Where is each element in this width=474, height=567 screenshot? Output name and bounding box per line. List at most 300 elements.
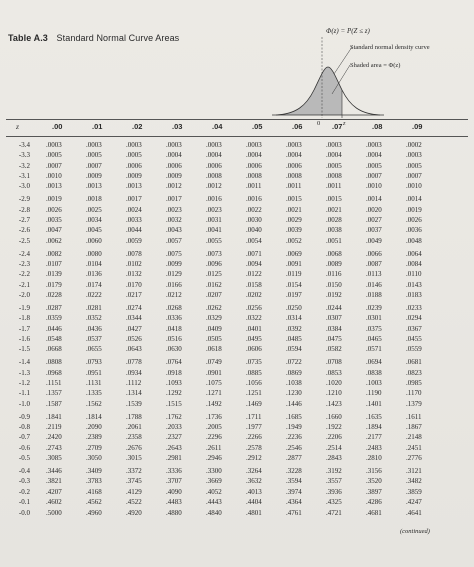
probability-cell: .0032 (166, 216, 182, 225)
probability-cell: .1611 (406, 412, 422, 421)
probability-cell: .1736 (206, 412, 222, 421)
probability-cell: .0007 (86, 161, 102, 170)
probability-cell: .4325 (326, 498, 342, 507)
probability-cell: .0084 (406, 260, 422, 269)
probability-cell: .0681 (406, 358, 422, 367)
table-row (0, 225, 474, 235)
column-header-d06: .06 (292, 122, 303, 131)
table-row (0, 344, 474, 354)
table-row (0, 249, 474, 259)
probability-cell: .3015 (126, 454, 142, 463)
probability-cell: .4681 (366, 508, 382, 517)
probability-cell: .0885 (246, 368, 262, 377)
table-row (0, 487, 474, 497)
probability-cell: .4483 (166, 498, 182, 507)
probability-cell: .3446 (46, 467, 62, 476)
probability-cell: .0294 (406, 314, 422, 323)
z-value-cell: -3.4 (18, 141, 30, 149)
probability-cell: .0023 (166, 205, 182, 214)
probability-cell: .0154 (286, 280, 302, 289)
probability-cell: .0017 (166, 195, 182, 204)
probability-cell: .0207 (206, 291, 222, 300)
probability-cell: .0013 (86, 182, 102, 191)
normal-curve-graphic (262, 22, 474, 132)
probability-cell: .2358 (126, 433, 142, 442)
probability-cell: .0021 (326, 205, 342, 214)
z-value-cell: -1.3 (18, 368, 30, 377)
probability-cell: .4641 (406, 508, 422, 517)
shaded-label: Shaded area = Φ(z) (350, 62, 401, 69)
density-label: Standard normal density curve (350, 44, 430, 51)
probability-cell: .3300 (206, 467, 222, 476)
probability-cell: .0455 (406, 335, 422, 344)
probability-cell: .1056 (246, 379, 262, 388)
probability-cell: .0708 (326, 358, 342, 367)
probability-cell: .0082 (46, 249, 62, 258)
column-header-d07: .07 (332, 122, 343, 131)
probability-cell: .2912 (246, 454, 262, 463)
probability-cell: .4443 (206, 498, 222, 507)
probability-cell: .0035 (46, 216, 62, 225)
probability-cell: .3897 (366, 487, 382, 496)
z-value-cell: -0.4 (18, 467, 30, 476)
probability-cell: .3156 (366, 467, 382, 476)
probability-cell: .0029 (286, 216, 302, 225)
probability-cell: .0007 (46, 161, 62, 170)
probability-cell: .0009 (166, 172, 182, 181)
probability-cell: .0005 (126, 151, 142, 160)
probability-cell: .0143 (406, 280, 422, 289)
probability-cell: .0031 (206, 216, 222, 225)
probability-cell: .1131 (86, 379, 102, 388)
probability-cell: .0808 (46, 358, 62, 367)
probability-cell: .0559 (406, 345, 422, 354)
probability-cell: .4960 (86, 508, 102, 517)
probability-cell: .0014 (406, 195, 422, 204)
z-value-cell: -1.8 (18, 314, 30, 323)
z-value-cell: -0.6 (18, 443, 30, 452)
probability-cell: .2676 (126, 443, 142, 452)
probability-cell: .0003 (86, 141, 102, 149)
probability-cell: .0062 (46, 236, 62, 245)
probability-cell: .0003 (206, 141, 222, 149)
table-row (0, 161, 474, 171)
probability-cell: .0087 (366, 260, 382, 269)
z-value-cell: -2.0 (18, 291, 30, 300)
table-row (0, 290, 474, 300)
probability-cell: .2389 (86, 433, 102, 442)
probability-cell: .1401 (366, 399, 382, 408)
probability-cell: .0019 (46, 195, 62, 204)
probability-cell: .3050 (86, 454, 102, 463)
probability-cell: .0322 (246, 314, 262, 323)
probability-cell: .0901 (206, 368, 222, 377)
z-value-cell: -0.2 (18, 487, 30, 496)
probability-cell: .0003 (246, 141, 262, 149)
probability-cell: .2033 (166, 423, 182, 432)
probability-cell: .0025 (86, 205, 102, 214)
probability-cell: .0089 (326, 260, 342, 269)
table-heading (8, 33, 179, 43)
z-value-cell: -3.0 (18, 182, 30, 191)
table-row (0, 280, 474, 290)
probability-cell: .0008 (206, 172, 222, 181)
probability-cell: .4602 (46, 498, 62, 507)
probability-cell: .1841 (46, 412, 62, 421)
probability-cell: .3264 (246, 467, 262, 476)
probability-cell: .4880 (166, 508, 182, 517)
probability-cell: .0446 (46, 324, 62, 333)
probability-cell: .0016 (206, 195, 222, 204)
table-row (0, 388, 474, 398)
table-row (0, 443, 474, 453)
probability-cell: .0005 (406, 161, 422, 170)
probability-cell: .0968 (46, 368, 62, 377)
probability-cell: .0722 (286, 358, 302, 367)
probability-cell: .3821 (46, 477, 62, 486)
probability-cell: .1949 (286, 423, 302, 432)
probability-cell: .0011 (246, 182, 262, 191)
probability-cell: .3336 (166, 467, 182, 476)
probability-cell: .0027 (366, 216, 382, 225)
probability-cell: .2420 (46, 433, 62, 442)
probability-cell: .0307 (326, 314, 342, 323)
probability-cell: .0028 (326, 216, 342, 225)
probability-cell: .0869 (286, 368, 302, 377)
probability-cell: .2877 (286, 454, 302, 463)
table-row (0, 194, 474, 204)
z-value-cell: -1.2 (18, 379, 30, 388)
probability-cell: .4207 (46, 487, 62, 496)
probability-cell: .0040 (246, 226, 262, 235)
probability-cell: .0010 (46, 172, 62, 181)
z-value-cell: -2.2 (18, 270, 30, 279)
probability-cell: .0015 (286, 195, 302, 204)
probability-cell: .0026 (406, 216, 422, 225)
probability-cell: .0048 (406, 236, 422, 245)
z-value-cell: -0.7 (18, 433, 30, 442)
probability-cell: .0853 (326, 368, 342, 377)
probability-cell: .2090 (86, 423, 102, 432)
probability-cell: .0009 (86, 172, 102, 181)
probability-cell: .0060 (86, 236, 102, 245)
probability-cell: .0735 (246, 358, 262, 367)
probability-cell: .0020 (366, 205, 382, 214)
probability-cell: .0202 (246, 291, 262, 300)
z-value-cell: -1.4 (18, 358, 30, 367)
probability-cell: .0004 (246, 151, 262, 160)
probability-cell: .4168 (86, 487, 102, 496)
z-value-cell: -0.8 (18, 423, 30, 432)
probability-cell: .3085 (46, 454, 62, 463)
z-value-cell: -1.1 (18, 389, 30, 398)
probability-cell: .0594 (286, 345, 302, 354)
z-value-cell: -1.6 (18, 335, 30, 344)
table-row (0, 215, 474, 225)
probability-cell: .0011 (286, 182, 302, 191)
probability-cell: .0009 (126, 172, 142, 181)
probability-cell: .0384 (326, 324, 342, 333)
probability-cell: .0004 (366, 151, 382, 160)
table-row (0, 508, 474, 518)
probability-cell: .0012 (206, 182, 222, 191)
probability-cell: .0951 (86, 368, 102, 377)
table-row (0, 476, 474, 486)
probability-cell: .0007 (366, 172, 382, 181)
probability-cell: .0078 (126, 249, 142, 258)
column-header-d04: .04 (212, 122, 223, 131)
probability-cell: .0026 (46, 205, 62, 214)
probability-cell: .0778 (126, 358, 142, 367)
probability-cell: .0004 (206, 151, 222, 160)
probability-cell: .0107 (46, 260, 62, 269)
probability-cell: .1711 (246, 412, 262, 421)
density-leader (334, 47, 352, 74)
table-row (0, 171, 474, 181)
table-row (0, 412, 474, 422)
probability-cell: .0013 (126, 182, 142, 191)
probability-cell: .1075 (206, 379, 222, 388)
probability-cell: .0228 (46, 291, 62, 300)
probability-cell: .0158 (246, 280, 262, 289)
axis-zero-label: 0 (317, 120, 321, 127)
probability-cell: .0749 (206, 358, 222, 367)
probability-cell: .2743 (46, 443, 62, 452)
probability-cell: .2005 (206, 423, 222, 432)
table-row (0, 313, 474, 323)
probability-cell: .0005 (46, 151, 62, 160)
probability-cell: .0174 (86, 280, 102, 289)
probability-cell: .0505 (206, 335, 222, 344)
table-row (0, 181, 474, 191)
probability-cell: .1292 (166, 389, 182, 398)
probability-cell: .3859 (406, 487, 422, 496)
probability-cell: .0548 (46, 335, 62, 344)
probability-cell: .1151 (46, 379, 62, 388)
probability-cell: .4013 (246, 487, 262, 496)
probability-cell: .0068 (326, 249, 342, 258)
probability-cell: .0401 (246, 324, 262, 333)
probability-cell: .0034 (86, 216, 102, 225)
probability-cell: .0212 (166, 291, 182, 300)
probability-cell: .0003 (166, 141, 182, 149)
probability-cell: .1314 (126, 389, 142, 398)
probability-cell: .0427 (126, 324, 142, 333)
probability-cell: .2981 (166, 454, 182, 463)
column-header-d02: .02 (132, 122, 143, 131)
table-row (0, 324, 474, 334)
table-row (0, 236, 474, 246)
probability-cell: .0002 (406, 141, 422, 149)
probability-cell: .0125 (206, 270, 222, 279)
probability-cell: .0010 (366, 182, 382, 191)
probability-cell: .1492 (206, 399, 222, 408)
probability-cell: .0022 (246, 205, 262, 214)
probability-cell: .0110 (406, 270, 422, 279)
probability-cell: .0003 (46, 141, 62, 149)
probability-cell: .0918 (166, 368, 182, 377)
table-header-rule (6, 136, 468, 137)
probability-cell: .0359 (46, 314, 62, 323)
probability-cell: .0166 (166, 280, 182, 289)
z-value-cell: -1.0 (18, 399, 30, 408)
probability-cell: .1562 (86, 399, 102, 408)
column-header-d01: .01 (92, 122, 103, 131)
z-value-cell: -3.2 (18, 161, 30, 170)
probability-cell: .1112 (126, 379, 142, 388)
probability-cell: .0409 (206, 324, 222, 333)
continued-note: (continued) (400, 528, 430, 535)
column-header-z: z (16, 122, 19, 131)
probability-cell: .0049 (366, 236, 382, 245)
probability-cell: .0037 (366, 226, 382, 235)
probability-cell: .1210 (326, 389, 342, 398)
probability-cell: .0838 (366, 368, 382, 377)
probability-cell: .2119 (46, 423, 62, 432)
probability-cell: .0004 (286, 151, 302, 160)
probability-cell: .3783 (86, 477, 102, 486)
z-value-cell: -2.1 (18, 280, 30, 289)
table-row (0, 140, 474, 150)
probability-cell: .3372 (126, 467, 142, 476)
probability-cell: .2810 (366, 454, 382, 463)
probability-cell: .0047 (46, 226, 62, 235)
z-value-cell: -1.7 (18, 324, 30, 333)
probability-cell: .2946 (206, 454, 222, 463)
z-value-cell: -1.9 (18, 304, 30, 313)
probability-cell: .0043 (166, 226, 182, 235)
probability-cell: .2483 (366, 443, 382, 452)
probability-cell: .0015 (326, 195, 342, 204)
probability-cell: .0071 (246, 249, 262, 258)
probability-cell: .0485 (286, 335, 302, 344)
probability-cell: .0005 (366, 161, 382, 170)
probability-cell: .0537 (86, 335, 102, 344)
probability-cell: .1251 (246, 389, 262, 398)
probability-cell: .1539 (126, 399, 142, 408)
probability-cell: .0073 (206, 249, 222, 258)
probability-cell: .4364 (286, 498, 302, 507)
probability-cell: .3228 (286, 467, 302, 476)
table-row (0, 368, 474, 378)
probability-cell: .0250 (286, 304, 302, 313)
probability-cell: .0003 (286, 141, 302, 149)
z-value-cell: -2.4 (18, 249, 30, 258)
probability-cell: .0375 (366, 324, 382, 333)
probability-cell: .0044 (126, 226, 142, 235)
table-row (0, 422, 474, 432)
probability-cell: .0934 (126, 368, 142, 377)
probability-cell: .0008 (326, 172, 342, 181)
probability-cell: .0116 (326, 270, 342, 279)
table-number: Table A.3 (8, 33, 48, 43)
probability-cell: .1446 (286, 399, 302, 408)
probability-cell: .0018 (86, 195, 102, 204)
probability-cell: .4286 (366, 498, 382, 507)
probability-cell: .0655 (86, 345, 102, 354)
probability-cell: .3482 (406, 477, 422, 486)
probability-cell: .0013 (46, 182, 62, 191)
z-value-cell: -2.9 (18, 195, 30, 204)
probability-cell: .3745 (126, 477, 142, 486)
probability-cell: .3192 (326, 467, 342, 476)
z-value-cell: -3.3 (18, 151, 30, 160)
probability-cell: .1020 (326, 379, 342, 388)
probability-cell: .0465 (366, 335, 382, 344)
probability-cell: .0064 (406, 249, 422, 258)
probability-cell: .0059 (126, 236, 142, 245)
probability-cell: .0233 (406, 304, 422, 313)
probability-cell: .0051 (326, 236, 342, 245)
probability-cell: .0096 (206, 260, 222, 269)
probability-cell: .0069 (286, 249, 302, 258)
probability-cell: .0244 (326, 304, 342, 313)
probability-cell: .1788 (126, 412, 142, 421)
probability-cell: .0036 (406, 226, 422, 235)
probability-cell: .0003 (326, 141, 342, 149)
probability-cell: .3121 (406, 467, 422, 476)
probability-cell: .0179 (46, 280, 62, 289)
probability-cell: .0162 (206, 280, 222, 289)
probability-cell: .4247 (406, 498, 422, 507)
probability-cell: .0197 (286, 291, 302, 300)
probability-cell: .0006 (126, 161, 142, 170)
probability-cell: .2643 (166, 443, 182, 452)
shaded-area (276, 67, 342, 115)
probability-cell: .0016 (246, 195, 262, 204)
probability-cell: .0526 (126, 335, 142, 344)
probability-cell: .0287 (46, 304, 62, 313)
probability-cell: .0030 (246, 216, 262, 225)
z-value-cell: -0.0 (18, 508, 30, 517)
probability-cell: .1762 (166, 412, 182, 421)
probability-cell: .0329 (206, 314, 222, 323)
probability-cell: .0764 (166, 358, 182, 367)
probability-cell: .0007 (406, 172, 422, 181)
probability-cell: .0055 (206, 236, 222, 245)
probability-cell: .0045 (86, 226, 102, 235)
probability-cell: .1977 (246, 423, 262, 432)
probability-cell: .1814 (86, 412, 102, 421)
probability-cell: .2266 (246, 433, 262, 442)
probability-cell: .2177 (366, 433, 382, 442)
probability-cell: .0475 (326, 335, 342, 344)
table-row (0, 269, 474, 279)
probability-cell: .0132 (126, 270, 142, 279)
probability-cell: .0170 (126, 280, 142, 289)
probability-cell: .1635 (366, 412, 382, 421)
probability-cell: .4721 (326, 508, 342, 517)
probability-cell: .0694 (366, 358, 382, 367)
probability-cell: .0008 (286, 172, 302, 181)
probability-cell: .4920 (126, 508, 142, 517)
probability-cell: .0793 (86, 358, 102, 367)
probability-cell: .0091 (286, 260, 302, 269)
table-row (0, 466, 474, 476)
probability-cell: .0006 (286, 161, 302, 170)
z-value-cell: -0.5 (18, 454, 30, 463)
probability-cell: .0021 (286, 205, 302, 214)
probability-cell: .0985 (406, 379, 422, 388)
z-value-cell: -0.9 (18, 412, 30, 421)
probability-cell: .1894 (366, 423, 382, 432)
probability-cell: .0041 (206, 226, 222, 235)
probability-cell: .0033 (126, 216, 142, 225)
probability-cell: .0336 (166, 314, 182, 323)
z-value-cell: -2.5 (18, 236, 30, 245)
table-row (0, 378, 474, 388)
probability-cell: .1003 (366, 379, 382, 388)
